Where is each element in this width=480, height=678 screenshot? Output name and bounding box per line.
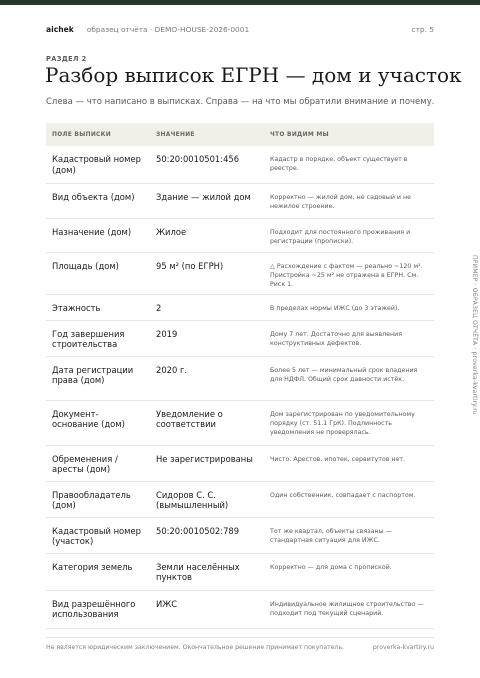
- field-value: 2020 г.: [156, 364, 188, 375]
- footer-site-link[interactable]: proverka-kvartiry.ru: [372, 644, 434, 651]
- page-title: Разбор выписок ЕГРН — дом и участок: [45, 63, 462, 87]
- table-row: [46, 183, 434, 218]
- section-label: РАЗДЕЛ 2: [46, 55, 87, 63]
- table-row: [46, 400, 434, 445]
- table-row: [46, 252, 434, 294]
- field-value: 2019: [156, 328, 178, 339]
- field-name: Документ-основание (дом): [52, 408, 125, 430]
- field-note: Корректно — для дома с пропиской.: [270, 563, 392, 571]
- column-header-note: ЧТО ВИДИМ МЫ: [270, 131, 329, 138]
- table-row: [46, 218, 434, 252]
- column-header-value: ЗНАЧЕНИЕ: [156, 131, 195, 138]
- page-number: стр. 5: [411, 25, 434, 34]
- table-header-row: [46, 123, 434, 146]
- field-value: Жилое: [156, 226, 187, 237]
- field-value: 50:20:0010502:789: [156, 525, 240, 536]
- table-row: [46, 553, 434, 590]
- document-id: образец отчёта · DEMO-HOUSE-2026-0001: [86, 25, 250, 34]
- field-note: Индивидуальное жилищное строительство — подходит под текущий сценарий.: [270, 600, 424, 617]
- field-value: ИЖС: [156, 598, 178, 609]
- footer-disclaimer: Не является юридическим заключением. Окончательное решение принимает покупатель.: [46, 644, 345, 651]
- field-value: Не зарегистрированы: [156, 453, 253, 464]
- field-value: Здание — жилой дом: [156, 191, 251, 202]
- table-row: [46, 481, 434, 517]
- page-header: [46, 25, 434, 37]
- field-note: Корректно — жилой дом, не садовый и не нежилое строение.: [270, 193, 412, 210]
- column-header-field: ПОЛЕ ВЫПИСКИ: [52, 131, 112, 138]
- field-name: Дата регистрации права (дом): [52, 364, 134, 386]
- field-value: Сидоров С. С. (вымышленный): [156, 489, 229, 511]
- footer-divider: [46, 637, 434, 638]
- field-name: Вид объекта (дом): [52, 191, 135, 202]
- field-name: Кадастровый номер (дом): [52, 154, 141, 175]
- field-note: △ Расхождение с фактом — реально ~120 м². Пристройка ~25 м² не отражена в ЕГРН. См. Риск 1.: [270, 262, 423, 288]
- egrn-extract-table: [46, 123, 434, 629]
- field-name: Этажность: [52, 302, 101, 313]
- field-note: Кадастр в порядке, объект существует в реестре.: [270, 156, 408, 173]
- page-subtitle: Слева — что написано в выписках. Справа — на что мы обратили внимание и почему.: [46, 97, 435, 107]
- top-band: [0, 0, 480, 5]
- sample-watermark-note: ПРИМЕР · ОБРАЗЕЦ ОТЧЁТА · proverka-kvartiry.ru: [471, 255, 478, 415]
- field-value: 2: [156, 302, 162, 313]
- table-row: [46, 146, 434, 183]
- field-value: 95 м² (по ЕГРН): [156, 260, 224, 271]
- table-row: [46, 356, 434, 400]
- field-name: Категория земель: [52, 561, 133, 572]
- field-name: Обременения / аресты (дом): [52, 453, 118, 475]
- field-value: Уведомление о соответствии: [156, 408, 223, 430]
- field-note: Подходит для постоянного проживания и регистрации (прописки).: [270, 228, 411, 245]
- field-note: Чисто. Арестов, ипотек, сервитутов нет.: [270, 455, 406, 463]
- field-note: Более 5 лет — минимальный срок владения для НДФЛ. Общий срок давности истёк.: [270, 366, 418, 383]
- field-name: Вид разрешённого использования: [52, 598, 136, 620]
- field-name: Назначение (дом): [52, 226, 132, 237]
- field-note: Тот же квартал, объекты связаны — стандартная ситуация для ИЖС.: [270, 527, 392, 544]
- table-row: [46, 445, 434, 481]
- field-name: Правообладатель (дом): [52, 489, 131, 511]
- field-note: Один собственник, совпадает с паспортом.: [270, 491, 416, 499]
- table-row: [46, 590, 434, 628]
- table-row: [46, 294, 434, 320]
- field-note: В пределах нормы ИЖС (до 3 этажей).: [270, 304, 400, 312]
- table-row: [46, 320, 434, 356]
- table-row: [46, 517, 434, 553]
- field-name: Год завершения строительства: [52, 328, 125, 350]
- field-name: Кадастровый номер (участок): [52, 525, 141, 547]
- page-footer: [46, 644, 434, 651]
- field-name: Площадь (дом): [52, 260, 119, 271]
- brand-name: aichek: [46, 25, 74, 34]
- field-value: 50:20:0010501:456: [156, 154, 240, 164]
- field-value: Земли населённых пунктов: [156, 561, 240, 583]
- field-note: Дому 7 лет. Достаточно для выявления конструктивных дефектов.: [270, 330, 403, 347]
- field-note: Дом зарегистрирован по уведомительному порядку (ст. 51.1 ГрК). Подлинность уведомления не проверялась.: [270, 410, 415, 436]
